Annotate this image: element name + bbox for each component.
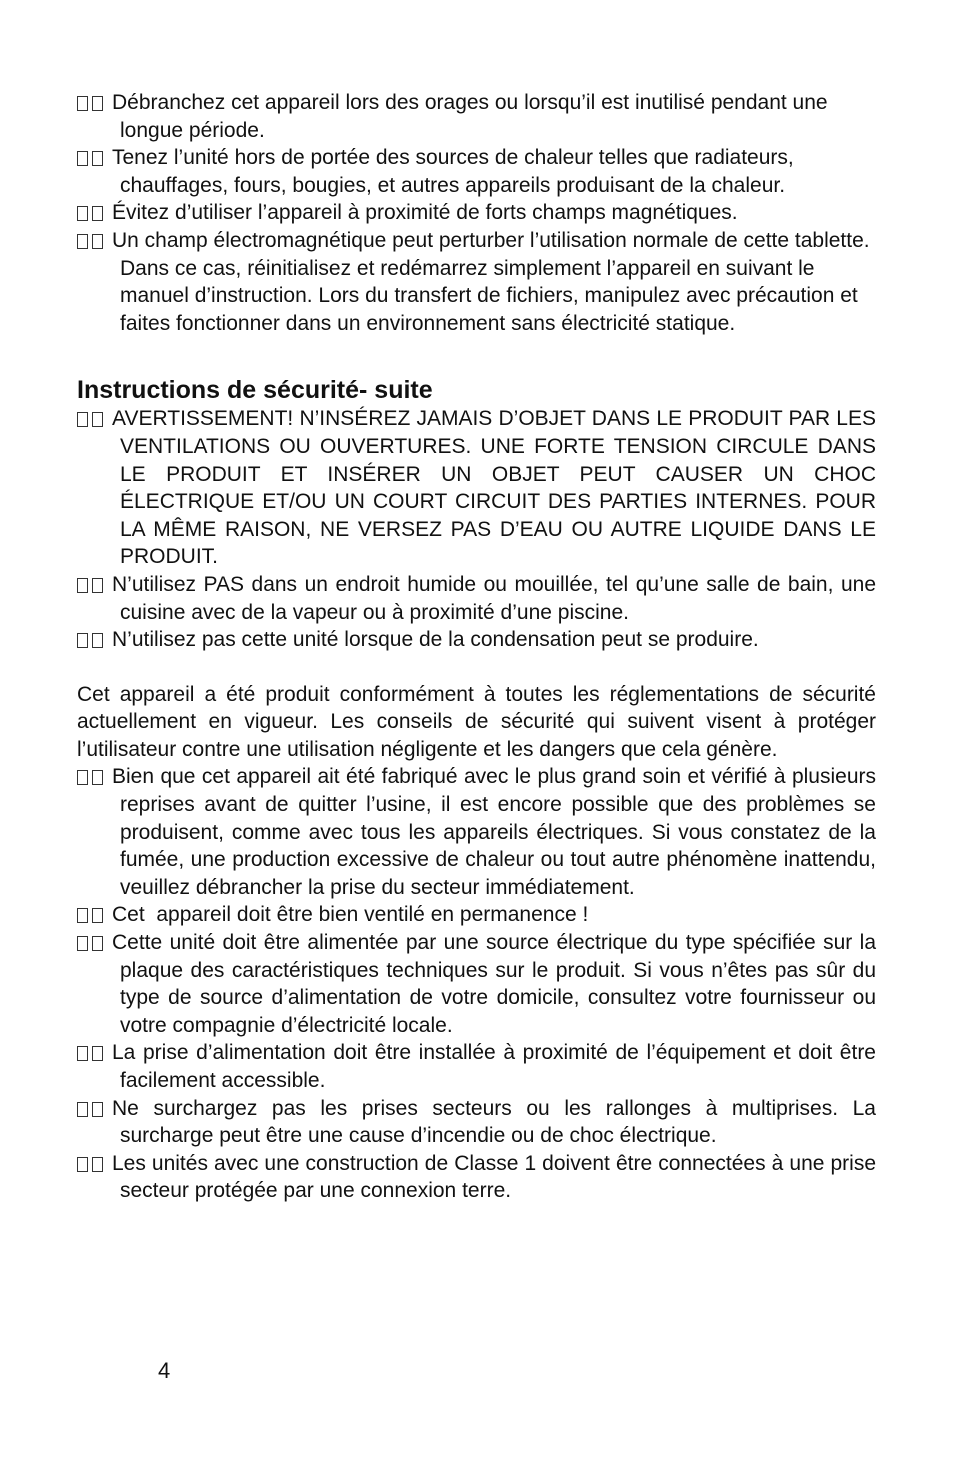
bullet-marker-icon (77, 1039, 107, 1067)
bullet-list-bottom (77, 763, 876, 1205)
list-item-text: Un champ électromagnétique peut perturber l’utilisation normale de cette tablette. Dans ce cas, réinitialisez et redémarrez simplement l’appareil en suivant le manuel d’instruction. Lors du transfert de fichiers, manipulez avec précaution et faites fonctionner dans un environnement sans électricité statique. (112, 228, 870, 335)
list-item (77, 763, 876, 901)
list-item-text: Cet appareil doit être bien ventilé en permanence ! (112, 903, 589, 927)
bullet-marker-icon (77, 901, 107, 929)
list-item-text: Évitez d’utiliser l’appareil à proximité de forts champs magnétiques. (112, 201, 738, 225)
bullet-marker-icon (77, 144, 107, 172)
list-item-text: AVERTISSEMENT! N’INSÉREZ JAMAIS D’OBJET DANS LE PRODUIT PAR LES VENTILATIONS OU OUVERTURES. UNE FORTE TENSION CIRCULE DANS LE PRODUIT ET INSÉRER UN OBJET PEUT CAUSER UN CHOC ÉLECTRIQUE ET/OU UN COURT CIRCUIT DES PARTIES INTERNES. POUR LA MÊME RAISON, NE VERSEZ PAS D’EAU OU AUTRE LIQUIDE DANS LE PRODUIT. (112, 407, 876, 569)
list-item-text: N’utilisez PAS dans un endroit humide ou mouillée, tel qu’une salle de bain, une cuisine avec de la vapeur ou à proximité d’une piscine. (112, 572, 876, 624)
list-item (77, 901, 876, 929)
list-item (77, 144, 876, 199)
list-item (77, 571, 876, 626)
list-item (77, 929, 876, 1039)
document-page (77, 89, 876, 1205)
list-item (77, 1150, 876, 1205)
list-item (77, 227, 876, 337)
list-item-text: Ne surchargez pas les prises secteurs ou les rallonges à multiprises. La surcharge peut être une cause d’incendie ou de choc électrique. (112, 1096, 876, 1148)
bullet-marker-icon (77, 199, 107, 227)
intro-paragraph: Cet appareil a été produit conformément à toutes les réglementations de sécurité actuellement en vigueur. Les conseils de sécurité qui suivent visent à protéger l’utilisateur contre une utilisation négligente et les dangers que cela génère. (77, 682, 876, 761)
list-item-text: La prise d’alimentation doit être installée à proximité de l’équipement et doit être facilement accessible. (112, 1041, 876, 1092)
bullet-marker-icon (77, 227, 107, 255)
list-item (77, 1039, 876, 1094)
bullet-marker-icon (77, 571, 107, 599)
list-item (77, 626, 876, 654)
list-item-text: Cette unité doit être alimentée par une source électrique du type spécifiée sur la plaque des caractéristiques techniques sur le produit. Si vous n’êtes pas sûr du type de source d’alimentation de votre domicile, consultez votre fournisseur ou votre compagnie d’électricité locale. (112, 931, 876, 1037)
bullet-marker-icon (77, 1095, 107, 1123)
list-item (77, 1095, 876, 1150)
bullet-list-top (77, 89, 876, 337)
list-item-text: Bien que cet appareil ait été fabriqué avec le plus grand soin et vérifié à plusieurs reprises avant de quitter l’usine, il est encore possible que des problèmes se produisent, comme avec tous les appareils électriques. Si vous constatez de la fumée, une production excessive de chaleur ou tout autre phénomène inattendu, veuillez débrancher la prise du secteur immédiatement. (112, 765, 876, 899)
list-item-text: N’utilisez pas cette unité lorsque de la condensation peut se produire. (112, 628, 759, 652)
bullet-list-warning (77, 405, 876, 653)
list-item-text: Débranchez cet appareil lors des orages ou lorsqu’il est inutilisé pendant une longue période. (112, 91, 828, 142)
bullet-marker-icon (77, 929, 107, 957)
list-item (77, 89, 876, 144)
list-item-text: Tenez l’unité hors de portée des sources de chaleur telles que radiateurs, chauffages, fours, bougies, et autres appareils produisant de la chaleur. (112, 146, 794, 197)
section-heading: Instructions de sécurité- suite (77, 376, 433, 405)
bullet-marker-icon (77, 763, 107, 791)
list-item (77, 199, 876, 227)
list-item-text: Les unités avec une construction de Classe 1 doivent être connectées à une prise secteur protégée par une connexion terre. (112, 1151, 876, 1203)
bullet-marker-icon (77, 89, 107, 117)
bullet-marker-icon (77, 626, 107, 654)
bullet-marker-icon (77, 1150, 107, 1178)
page-number: 4 (158, 1358, 171, 1383)
bullet-marker-icon (77, 405, 107, 433)
list-item (77, 405, 876, 571)
